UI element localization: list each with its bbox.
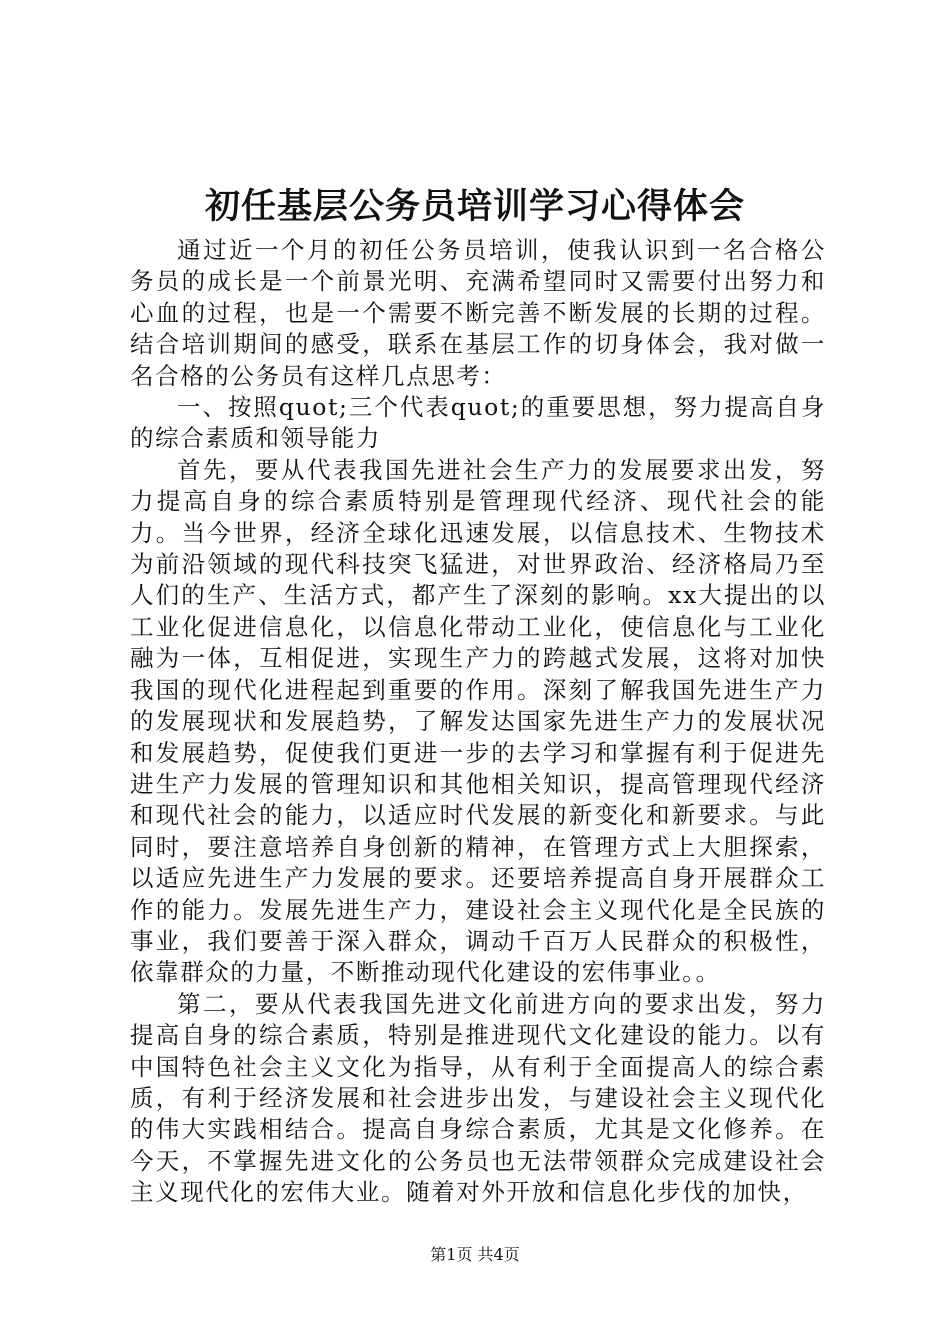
paragraph-first-point: 首先，要从代表我国先进社会生产力的发展要求出发，努力提高自身的综合素质特别是管理现代经济、现代社会的能力。当今世界，经济全球化迅速发展，以信息技术、生物技术为前沿领域的现代科技突飞猛进，对世界政治、经济格局乃至人们的生产、生活方式，都产生了深刻的影响。xx大提出的以工业化促进信息化，以信息化带动工业化，使信息化与工业化融为一体，互相促进，实现生产力的跨越式发展，这将对加快我国的现代化进程起到重要的作用。深刻了解我国先进生产力的发展现状和发展趋势，了解发达国家先进生产力的发展状况和发展趋势，促使我们更进一步的去学习和掌握有利于促进先进生产力发展的管理知识和其他相关知识，提高管理现代经济和现代社会的能力，以适应时代发展的新变化和新要求。与此同时，要注意培养自身创新的精神，在管理方式上大胆探索，以适应先进生产力发展的要求。还要培养提高自身开展群众工作的能力。发展先进生产力，建设社会主义现代化是全民族的事业，我们要善于深入群众，调动千百万人民群众的积极性，依靠群众的力量，不断推动现代化建设的宏伟事业。。 bbox=[130, 455, 826, 987]
document-body bbox=[130, 235, 826, 1209]
document-title: 初任基层公务员培训学习心得体会 bbox=[204, 186, 745, 227]
paragraph-heading-one: 一、按照quot;三个代表quot;的重要思想，努力提高自身的综合素质和领导能力 bbox=[130, 393, 826, 453]
paragraph-second-point: 第二，要从代表我国先进文化前进方向的要求出发，努力提高自身的综合素质，特别是推进现代文化建设的能力。以有中国特色社会主义文化为指导，从有利于全面提高人的综合素质，有利于经济发展和社会进步出发，与建设社会主义现代化的伟大实践相结合。提高自身综合素质，尤其是文化修养。在今天，不掌握先进文化的公务员也无法带领群众完成建设社会主义现代化的宏伟大业。随着对外开放和信息化步伐的加快， bbox=[130, 989, 826, 1207]
paragraph-intro: 通过近一个月的初任公务员培训，使我认识到一名合格公务员的成长是一个前景光明、充满希望同时又需要付出努力和心血的过程，也是一个需要不断完善不断发展的长期的过程。结合培训期间的感受，联系在基层工作的切身体会，我对做一名合格的公务员有这样几点思考： bbox=[130, 236, 826, 390]
page-footer: 第1页 共4页 bbox=[430, 1245, 520, 1264]
